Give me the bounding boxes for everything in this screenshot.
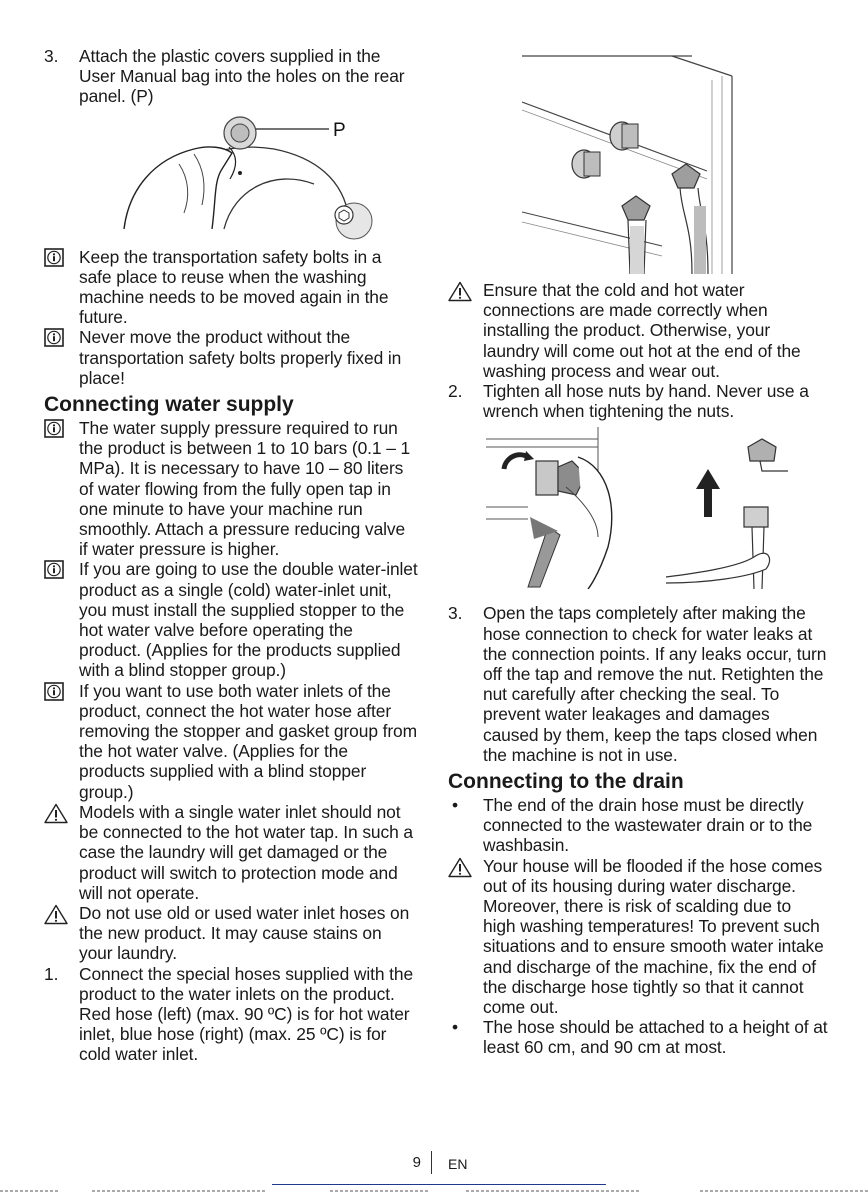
bullet-hose-height — [448, 1017, 828, 1057]
step-number: 3. — [448, 603, 463, 624]
warning-flooding — [448, 856, 828, 1018]
figure-label-p: P — [333, 119, 346, 141]
info-icon — [44, 328, 64, 347]
info-icon — [44, 560, 64, 579]
bullet-text: The hose should be attached to a height of at least 60 cm, and 90 cm at most. — [483, 1017, 828, 1058]
info-keep-bolts — [44, 247, 418, 328]
heading-connecting-drain: Connecting to the drain — [448, 770, 684, 794]
bullet-dot: • — [452, 795, 458, 816]
step-text: Tighten all hose nuts by hand. Never use a wrench when tightening the nuts. — [483, 381, 809, 422]
footer-separator — [431, 1151, 432, 1174]
warning-text: Models with a single water inlet should not be connected to the hot water tap. In such a case the laundry will get damaged or the product will switch to protection mode and will not operate. — [79, 801, 413, 903]
step-text: Connect the special hoses supplied with the product to the water inlets on the product. Red hose (left) (max. 90 ºC) is for hot water inlet, blue hose (right) (max. 25 ºC) is for cold water inlet. — [79, 963, 414, 1065]
warning-icon — [44, 904, 68, 925]
warning-icon — [448, 281, 472, 302]
info-text: Keep the transportation safety bolts in a safe place to reuse when the washing machine needs to be moved again in the future. — [79, 246, 389, 328]
step-text: Open the taps completely after making the hose connection to check for water leaks at the connection points. If any leaks occur, turn off the tap and remove the nut. Retighten the nut carefully after checking the seal. To prevent water leakages and damages caused by them, keep the taps closed when the machine is not in use. — [483, 603, 827, 765]
info-water-pressure — [44, 418, 418, 559]
warning-hot-tap — [44, 802, 418, 903]
info-icon — [44, 419, 64, 438]
bullet-text: The end of the drain hose must be directly connected to the wastewater drain or to the washbasin. — [483, 795, 813, 856]
warning-old-hoses — [44, 903, 418, 964]
warning-text: Do not use old or used water inlet hoses on the new product. It may cause stains on your laundry. — [79, 902, 410, 964]
info-icon — [44, 682, 64, 701]
figure-plastic-covers — [44, 109, 418, 241]
info-text: Never move the product without the transportation safety bolts properly fixed in place! — [79, 327, 402, 388]
warning-text: Ensure that the cold and hot water connections are made correctly when installing the product. Otherwise, your laundry will come out hot at the end of the washing process and wear out. — [483, 280, 801, 381]
warning-icon — [448, 857, 472, 878]
heading-connecting-water-supply: Connecting water supply — [44, 393, 294, 417]
figure-water-inlets — [522, 46, 868, 274]
info-text: The water supply pressure required to run the product is between 1 to 10 bars (0.1 – 1 MPa). It is necessary to have 10 – 80 liters of water flowing from the fully open tap in one minute to have your machine run smoothly. Attach a pressure reducing valve if water pressure is higher. — [79, 418, 411, 560]
step-number: 1. — [44, 963, 59, 984]
right-column — [448, 46, 828, 1058]
bullet-drain-hose — [448, 795, 828, 856]
info-single-inlet — [44, 559, 418, 680]
step-number: 3. — [44, 46, 59, 66]
step-connect-hoses — [44, 964, 418, 1065]
page-number: 9 — [412, 1154, 421, 1171]
info-text: If you are going to use the double water-inlet product as a single (cold) water-inlet unit, you must install the supplied stopper to the hot water valve before operating the product. (Applies for the products supplied with a blind stopper group.) — [79, 559, 418, 681]
step-open-taps — [448, 603, 828, 765]
left-column — [44, 46, 418, 1065]
info-text: If you want to use both water inlets of the product, connect the hot water hose after removing the stopper and gasket group from the hot water valve. (Applies for the products supplied with a blind stopper group.) — [79, 680, 418, 802]
step-attach-covers — [44, 46, 418, 107]
warning-connections — [448, 280, 828, 381]
info-icon — [44, 248, 64, 267]
warning-icon — [44, 803, 68, 824]
footer-rule — [272, 1184, 606, 1185]
warning-text: Your house will be flooded if the hose comes out of its housing during water discharge. Moreover, there is risk of scalding due to high washing temperatures! To prevent such situations and to ensure smooth water intake and discharge of the machine, fix the end of the discharge hose tightly so that it cannot come out. — [483, 855, 824, 1018]
language-code: EN — [448, 1156, 468, 1172]
figure-tighten-by-hand — [448, 427, 828, 589]
step-text: Attach the plastic covers supplied in the User Manual bag into the holes on the rear panel. (P) — [79, 46, 405, 107]
info-both-inlets — [44, 681, 418, 802]
step-tighten-nuts — [448, 381, 828, 421]
step-number: 2. — [448, 381, 463, 402]
bullet-dot: • — [452, 1017, 458, 1038]
info-never-move — [44, 327, 418, 388]
